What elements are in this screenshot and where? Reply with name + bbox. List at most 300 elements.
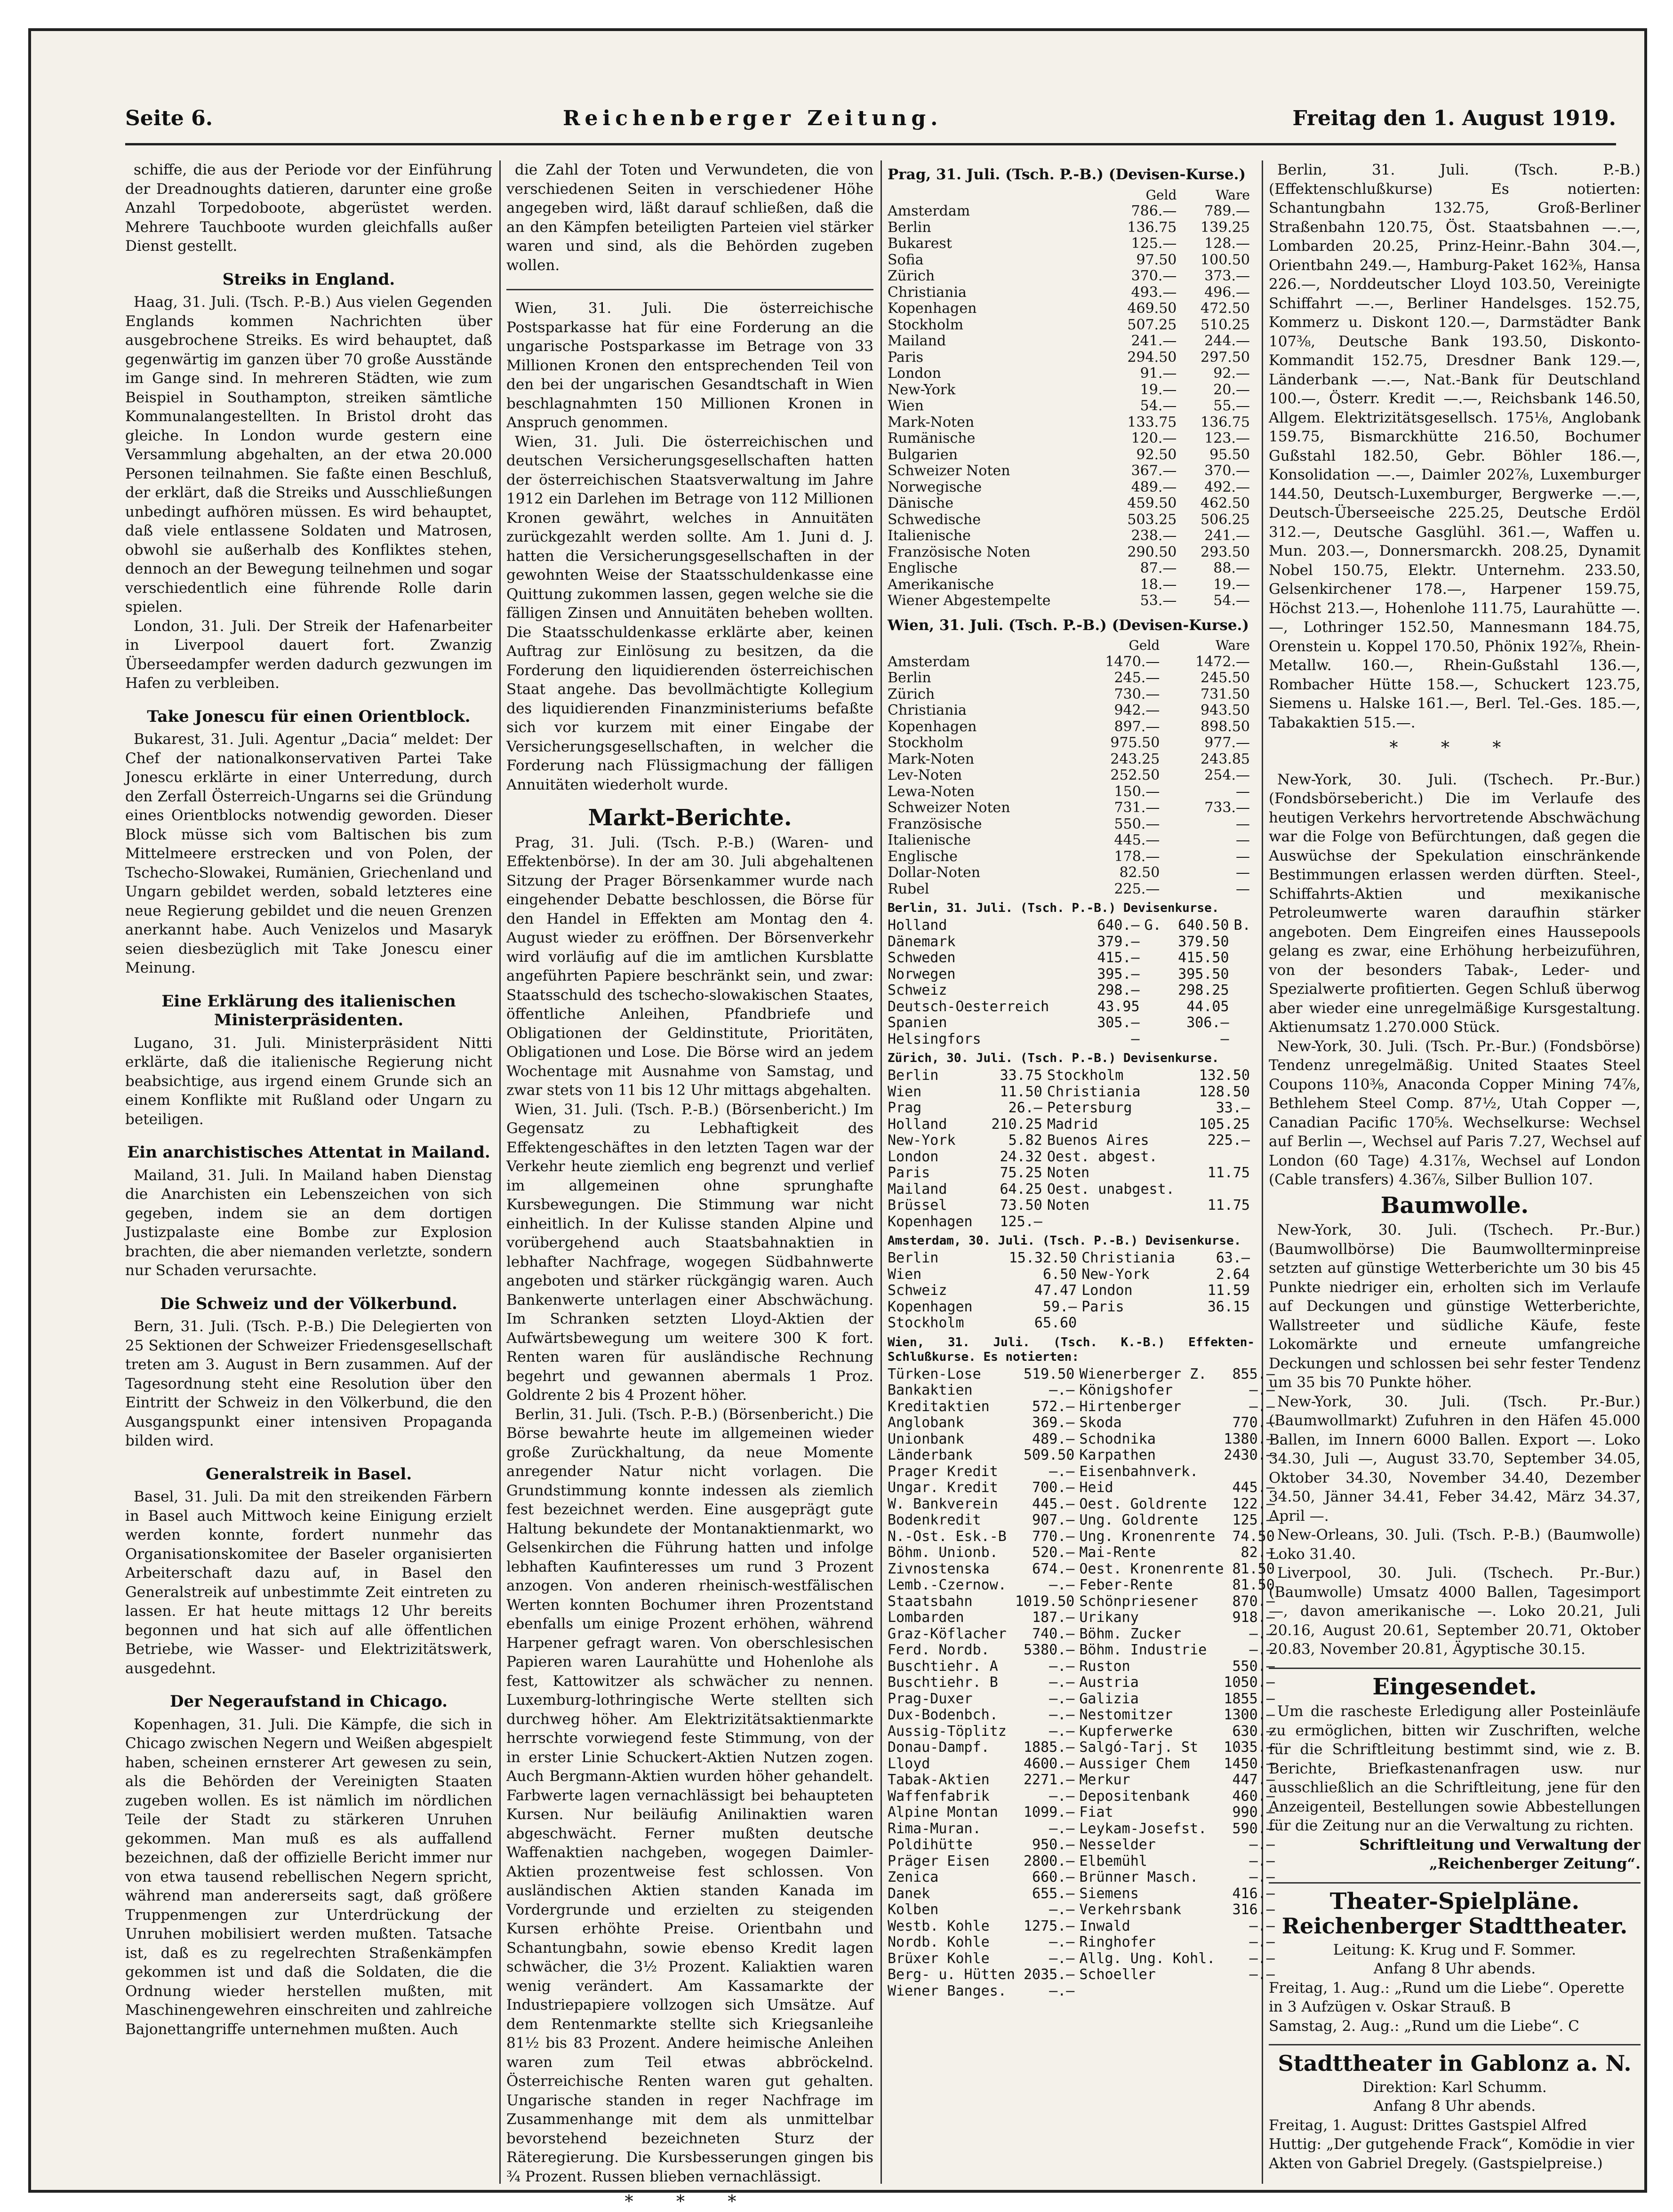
table-row xyxy=(888,1561,1280,1578)
table-cell-label: Bulgarien xyxy=(888,446,958,463)
table-row xyxy=(888,1577,1280,1594)
table-cell-value: 125.— xyxy=(1232,1512,1275,1528)
issue-date: Freitag den 1. August 1919. xyxy=(1292,106,1616,130)
table-cell-value: — xyxy=(1236,815,1250,832)
table-cell-label: Länderbank xyxy=(888,1447,973,1463)
table-row xyxy=(888,1642,1280,1659)
table-cell-value: 977.— xyxy=(1204,735,1250,751)
table-cell-value: 1885.— xyxy=(1024,1739,1075,1756)
table-cell-value: 54.— xyxy=(1213,592,1250,609)
table-row xyxy=(888,1659,1280,1675)
table-cell-value: —.— xyxy=(1049,1820,1075,1837)
table-row xyxy=(888,1626,1280,1643)
article-paragraph: Wien, 31. Juli. Die österreichische Postsparkasse hat für eine Forderung an die ungarische Postsparkasse im Betrage von 33 Millionen Kronen den entsprechenden Teil von den bei der ungarischen Gesandtschaft in Wien beschlagnahmten 150 Millionen Kronen in Anspruch genommen. xyxy=(506,300,873,431)
eingesendet-signature: Schriftleitung und Verwaltung der „Reichenberger Zeitung“. xyxy=(1359,1836,1641,1872)
table-cell-value: —.— xyxy=(1249,1853,1275,1869)
table-cell-value: 373.— xyxy=(1204,268,1250,284)
table-cell-value: 11.75 xyxy=(1207,1165,1250,1181)
table-cell-value: 63.— xyxy=(1216,1250,1250,1266)
table-cell-label: Lombarden xyxy=(888,1609,964,1626)
section-rule xyxy=(1269,2044,1641,2045)
table-cell-value: 1035.— xyxy=(1224,1739,1275,1756)
table-cell-value: 907.— xyxy=(1032,1512,1075,1528)
table-row xyxy=(888,1382,1280,1399)
table-cell-value: 100.50 xyxy=(1201,251,1250,268)
table-row xyxy=(888,203,1255,220)
table-cell-value: 20.— xyxy=(1213,381,1250,398)
table-cell-label: Urikany xyxy=(1079,1609,1139,1626)
table-cell-label: Merkur xyxy=(1079,1772,1130,1788)
table-cell-label: London xyxy=(888,1148,939,1165)
article xyxy=(506,299,873,794)
table-cell-value: 245.— xyxy=(1114,670,1160,686)
article xyxy=(125,1143,492,1280)
table-cell-value: 244.— xyxy=(1204,333,1250,349)
table-row xyxy=(888,982,1255,999)
ny-fondsboerse-report: New-York, 30. Juli. (Tsch. Pr.-Bur.) (Fondsbörse) Tendenz unregelmäßig. United Staates Steel Coupons 110⅜, Anaconda Copper Mining 74⅞, Bethlehem Steel Comp. 87½, Utah Copper —, Canadian Pacific 170⅝. Wechselkurse: Wechsel auf Berlin —, Wechsel auf Paris 7.27, Wechsel auf London (60 Tage) 4.31⅞, Wechsel auf London (Cable transfers) 4.36⅞, Silber Bullion 107. xyxy=(1269,1038,1641,1188)
table-row xyxy=(888,1299,1255,1316)
table-row xyxy=(888,687,1255,703)
table-cell-label: Zürich xyxy=(888,268,935,284)
table-cell-value: 44.05 xyxy=(1186,998,1229,1015)
ny-fondsboerse-report: New-York, 30. Juli. (Tschech. Pr.-Bur.) (Fondsbörsebericht.) Die im Verlaufe des heutigen Verkehrs hervortretende Abschwächung war die Folge von Befürchtungen, daß gegen die Auswüchse der Spekulation einschränkende Bestimmungen erlassen werden dürften. Steel-, Schiffahrts-Aktien und mexikanische Petroleumwerte waren daraufhin stärker angeboten. Dem Eingreifen eines Haussepools gelang es zwar, eine Erhöhung herbeizuführen, von der besonders Tabak-, Leder- und Spezialwerte profitierten. Gegen Schluß überwog aber wieder eine unregelmäßige Kursgestaltung. Aktienumsatz 1.270.000 Stück. xyxy=(1269,771,1641,1036)
table-row xyxy=(888,1529,1280,1545)
table-cell-value: 24.32 xyxy=(1000,1148,1042,1165)
table-cell-value: 1472.— xyxy=(1195,653,1250,670)
table-row xyxy=(888,1149,1255,1166)
table-cell-value: 81.50 xyxy=(1232,1560,1275,1577)
table-row xyxy=(888,398,1255,415)
table-cell-value: —.— xyxy=(1049,1723,1075,1740)
table-row xyxy=(888,719,1255,735)
table-cell-value: 369.— xyxy=(1032,1414,1075,1431)
table-row xyxy=(888,544,1255,561)
table-row xyxy=(888,703,1255,719)
table-cell-label xyxy=(1047,1214,1192,1230)
table-cell-label xyxy=(1079,1983,1224,2000)
table-row xyxy=(888,865,1255,881)
newspaper-page xyxy=(28,28,1647,2212)
table-cell-value: 674.— xyxy=(1032,1560,1075,1577)
table-row xyxy=(888,1133,1255,1149)
article xyxy=(506,160,873,275)
table-cell-value: 33.75 xyxy=(1000,1067,1042,1084)
table-cell-label: Italienische xyxy=(888,527,971,544)
table-cell-label: New-York xyxy=(888,381,956,398)
table-cell-value: —.— xyxy=(1249,1934,1275,1950)
article-paragraph: Lugano, 31. Juli. Ministerpräsident Nitti erklärte, daß die italienische Regierung nicht beabsichtige, aus irgend einem Grunde sich an einem Konflikte mit Rußland oder Ungarn zu beteiligen. xyxy=(125,1034,492,1128)
table-cell-value: 238.— xyxy=(1131,527,1177,544)
table-row xyxy=(888,1283,1255,1299)
table-cell-value: 740.— xyxy=(1032,1625,1075,1642)
table-row xyxy=(888,1315,1255,1332)
table-row xyxy=(888,950,1255,966)
table-cell-value: 918.— xyxy=(1232,1609,1275,1626)
wien-effekten-title: Wien, 31. Juli. (Tsch. K.-B.) Effekten-Schlußkurse. Es notierten: xyxy=(888,1335,1255,1364)
table-cell-value: 395.50 xyxy=(1178,966,1229,982)
table-cell-value: 590.— xyxy=(1232,1820,1275,1837)
table-cell-label xyxy=(1234,950,1255,966)
table-cell-label: Donau-Dampf. xyxy=(888,1739,990,1756)
table-cell-label xyxy=(1234,966,1255,983)
table-cell-value: 74.50 xyxy=(1232,1528,1275,1545)
table-cell-label: Böhm. Unionb. xyxy=(888,1544,998,1561)
eingesendet-title: Eingesendet. xyxy=(1372,1673,1537,1700)
table-row xyxy=(888,966,1255,983)
table-cell-value: 252.50 xyxy=(1110,767,1160,783)
table-cell-label: Kopenhagen xyxy=(888,718,977,735)
table-cell-value: —.— xyxy=(1049,1658,1075,1675)
table-cell-label: Paris xyxy=(888,349,924,366)
table-cell-value: 1855.— xyxy=(1224,1690,1275,1707)
table-row xyxy=(888,1691,1280,1708)
article-paragraph: Mailand, 31. Juli. In Mailand haben Dienstag die Anarchisten ein Lebenszeichen von sich gegeben, indem sie an dem dortigen Justizpalaste eine Bombe zur Explosion brachten, die aber niemanden verletzte, sondern nur Schaden verursachte. xyxy=(125,1166,492,1279)
col-head-geld: Geld xyxy=(1145,187,1177,203)
table-cell-label xyxy=(1145,1031,1165,1048)
table-cell-label: Prag xyxy=(888,1100,922,1116)
table-cell-label: London xyxy=(888,365,941,382)
table-cell-value: 19.— xyxy=(1213,576,1250,593)
table-cell-label: Wiener Banges. xyxy=(888,1982,1007,1999)
table-cell-label: Nestomitzer xyxy=(1079,1707,1173,1723)
table-cell-label: Mark-Noten xyxy=(888,414,975,431)
table-cell-value: 132.50 xyxy=(1199,1067,1250,1084)
table-row xyxy=(888,1182,1255,1198)
table-cell-label: Rumänische xyxy=(888,430,976,447)
table-cell-value: 770.— xyxy=(1032,1528,1075,1545)
table-cell-label: Graz-Köflacher xyxy=(888,1625,1007,1642)
amsterdam-devisen-title: Amsterdam, 30. Juli. (Tsch. P.-B.) Devisenkurse. xyxy=(888,1234,1241,1248)
table-cell-label: Christiania xyxy=(888,702,967,719)
table-cell-label: Christiania xyxy=(888,284,967,301)
table-cell-label xyxy=(1145,999,1165,1015)
table-cell-value: 316.— xyxy=(1232,1901,1275,1918)
article-paragraph: Wien, 31. Juli. Die österreichischen und deutschen Versicherungsgesellschaften hatten der österreichischen Staatsverwaltung im Jahre 1912 ein Darlehen im Betrage von 112 Millionen Kronen gewährt, welches in Annuitäten zurückgezahlt werden sollte. Am 1. Juni d. J. hatten die Versicherungsgesellschaften in der gewohnten Weise der Staatsschuldenkasse eine Quittung zukommen lassen, gegen welche sie die fälligen Zinsen und Annuitäten beheben wollten. Die Staatsschuldenkasse erklärte aber, keinen Auftrag zur Einlösung zu besitzen, da die Forderung den liquidierenden österreichischen Staat angehe. Das bevollmächtigte Kollegium des liquidierenden Finanzministeriums befaßte sich vor kurzem mit einer Eingabe der Versicherungsgesellschaften, in welcher die Forderung nach Flüssigmachung der fälligen Annuitäten wiederholt wurde. xyxy=(506,433,873,793)
table-cell-value: 187.— xyxy=(1032,1609,1075,1626)
section-stars: * * * xyxy=(624,2192,755,2212)
table-cell-label: Ung. Goldrente xyxy=(1079,1512,1199,1528)
table-cell-label: Oest. Kronenrente xyxy=(1079,1560,1224,1577)
column-4 xyxy=(1269,160,1641,2184)
table-cell-value: 1380.— xyxy=(1224,1430,1275,1447)
table-cell-value: 462.50 xyxy=(1201,495,1250,511)
table-row xyxy=(888,528,1255,544)
article xyxy=(125,1465,492,1678)
table-cell-label: New-York xyxy=(1081,1266,1150,1283)
table-cell-label: N.-Ost. Esk.-B xyxy=(888,1528,1007,1545)
table-cell-value: 254.— xyxy=(1204,767,1250,783)
table-cell-value: 731.50 xyxy=(1201,686,1250,703)
table-row xyxy=(888,1399,1280,1415)
table-row xyxy=(888,431,1255,447)
table-cell-value: 950.— xyxy=(1032,1837,1075,1853)
table-cell-label: Brüxer Kohle xyxy=(888,1950,990,1967)
table-cell-value: 990.— xyxy=(1232,1804,1275,1821)
table-row xyxy=(888,1918,1280,1935)
table-row xyxy=(888,366,1255,382)
table-cell-label: Depositenbank xyxy=(1079,1788,1190,1805)
table-row xyxy=(888,670,1255,687)
table-cell-label: Amerikanische xyxy=(888,576,994,593)
article-headline: Die Schweiz und der Völkerbund. xyxy=(160,1294,457,1313)
article-headline: Streiks in England. xyxy=(222,270,395,289)
table-cell-value: —.— xyxy=(1049,1934,1075,1950)
table-row xyxy=(888,934,1255,950)
table-cell-label: Karpathen xyxy=(1079,1447,1156,1463)
table-cell-value: 550.— xyxy=(1114,815,1160,832)
table-cell-label: Ruston xyxy=(1079,1658,1130,1675)
article-paragraph: schiffe, die aus der Periode vor der Einführung der Dreadnoughts datieren, darunter eine große Anzahl Torpedoboote, abgerüstet werden. Mehrere Tauchboote wurden gleichfalls außer Dienst gestellt. xyxy=(125,161,492,255)
table-cell-value: 53.— xyxy=(1140,592,1177,609)
berlin-effekten-report: Berlin, 31. Juli. (Tsch. P.-B.) (Effektenschlußkurse) Es notierten: Schantungbahn 132.75, Groß-Berliner Straßenbahn 120.75, Öst. Staatsbahnen —.—, Lombarden 20.25, Prinz-Heinr.-Bahn 304.—, Orientbahn 249.—, Hamburg-Paket 162⅜, Hansa 226.—, Norddeutscher Lloyd 103.50, Vereinigte Schiffahrt —.—, Berliner Handelsges. 152.75, Kommerz u. Diskont 120.—, Darmstädter Bank 107⅜, Deutsche Bank 193.50, Diskonto-Kommandit 152.75, Dresdner Bank 129.—, Länderbank —.—, Nat.-Bank für Deutschland 100.—, Österr. Kredit —.—, Reichsbank 146.50, Allgem. Elektrizitätsgesellsch. 175⅛, Anglobank 159.75, Bismarckhütte 216.50, Bochumer Gußstahl 182.50, Gebr. Böhler 186.—, Konsolidation —.—, Daimler 202⅞, Luxemburger 144.50, Deutsch-Luxemburger, Bergwerke —.—, Deutsch-Überseeische 225.25, Deutsche Erdöl 312.—, Deutsche Gasglühl. 361.—, Waffen u. Mun. 203.—, Donnersmarckh. 208.25, Dynamit Nobel 150.75, Elektr. Unternehm. 233.50, Gelsenkirchener 178.—, Harpener 159.75, Höchst 213.—, Hohenlohe 111.75, Laurahütte —.—, Lothringer 152.50, Mannesmann 184.75, Orenstein u. Koppel 170.50, Phönix 192⅞, Rhein-Metallw. 160.—, Rhein-Gußstahl 136.—, Rombacher Hütte 158.—, Schuckert 123.75, Siemens u. Halske 161.—, Berl. Tel.-Ges. 185.—, Tabakaktien 515.—. xyxy=(1269,161,1641,731)
table-cell-label: Bukarest xyxy=(888,235,952,252)
table-cell-value: 245.50 xyxy=(1201,670,1250,686)
table-cell-value: —.— xyxy=(1049,1382,1075,1398)
table-row xyxy=(888,751,1255,768)
table-cell-value: 640.50 xyxy=(1178,917,1229,934)
table-row xyxy=(888,1951,1280,1967)
table-cell-label: Schwedische xyxy=(888,511,981,528)
table-cell-label: Ringhofer xyxy=(1079,1934,1156,1950)
table-cell-value: 55.— xyxy=(1213,398,1250,414)
table-cell-label: Poldihütte xyxy=(888,1837,973,1853)
table-cell-value: 2.64 xyxy=(1216,1266,1250,1283)
table-cell-label xyxy=(1145,1015,1165,1031)
table-row xyxy=(888,512,1255,528)
table-cell-value: 370.— xyxy=(1204,463,1250,479)
table-cell-value: —.— xyxy=(1049,1950,1075,1967)
table-cell-value: 4600.— xyxy=(1024,1755,1075,1772)
theater-1-line: Anfang 8 Uhr abends. xyxy=(1373,1960,1536,1977)
table-cell-label: Bankaktien xyxy=(888,1382,973,1398)
table-cell-value: 128.50 xyxy=(1199,1083,1250,1100)
theater-title: Theater-Spielpläne. xyxy=(1329,1888,1580,1915)
table-cell-label: Zivnostenska xyxy=(888,1560,990,1577)
column-divider xyxy=(881,160,882,2184)
table-cell-label: Schweden xyxy=(888,950,956,966)
table-cell-label xyxy=(1081,1315,1196,1332)
amsterdam-devisen-table xyxy=(888,1250,1255,1332)
table-cell-label: Nesselder xyxy=(1079,1837,1156,1853)
table-row xyxy=(888,1902,1280,1918)
table-row xyxy=(888,1837,1280,1853)
table-cell-value: 415.— xyxy=(1097,950,1140,966)
table-cell-value: 64.25 xyxy=(1000,1181,1042,1198)
table-cell-label: Feber-Rente xyxy=(1079,1577,1173,1593)
table-row xyxy=(888,1267,1255,1283)
table-cell-value: 125.— xyxy=(1000,1213,1042,1230)
table-cell-value: 975.50 xyxy=(1110,735,1160,751)
prag-devisen-table xyxy=(888,187,1255,609)
table-cell-value: 520.— xyxy=(1032,1544,1075,1561)
table-cell-label: Schönpriesener xyxy=(1079,1593,1199,1610)
table-cell-value: 54.— xyxy=(1140,398,1177,414)
theater-1-line: Samstag, 2. Aug.: „Rund um die Liebe“. C xyxy=(1269,2017,1579,2035)
table-cell-label: Dänemark xyxy=(888,933,956,950)
table-cell-label: Madrid xyxy=(1047,1116,1098,1133)
table-cell-value: 770.— xyxy=(1232,1414,1275,1431)
table-cell-label: Deutsch-Oesterreich xyxy=(888,998,1049,1015)
table-cell-label: Paris xyxy=(888,1165,930,1181)
table-cell-value: 789.— xyxy=(1204,203,1250,219)
table-row xyxy=(888,333,1255,350)
table-cell-value: 2430.— xyxy=(1224,1447,1275,1463)
article xyxy=(125,992,492,1129)
table-cell-value: 445.— xyxy=(1114,832,1160,848)
table-cell-value: —.— xyxy=(1049,1577,1075,1593)
table-row xyxy=(888,1415,1280,1431)
table-cell-label: Sofia xyxy=(888,251,924,268)
table-cell-label: Mailand xyxy=(888,1181,947,1198)
table-cell-value: 1275.— xyxy=(1024,1917,1075,1934)
berlin-devisen-table xyxy=(888,918,1255,1047)
table-cell-value: 630.— xyxy=(1232,1723,1275,1740)
table-cell-value: 105.25 xyxy=(1199,1116,1250,1133)
cotton-report: New-York, 30. Juli. (Tsch. Pr.-Bur.) (Baumwollmarkt) Zufuhren in den Häfen 45.000 Ballen, im Innern 6000 Ballen. Export —. Loko 34.30, Juli —, August 33.70, September 34.05, Oktober 34.30, November 34.40, Dezember 34.50, Jänner 34.41, Feber 34.42, März 34.37, April —. xyxy=(1269,1393,1641,1525)
eingesendet-notice: Um die rascheste Erledigung aller Posteinläufe zu ermöglichen, bitten wir Zuschriften, welche für die Schriftleitung bestimmt sind, wie z. B. Berichte, Briefkastenanfragen usw. nur ausschließlich an die Schriftleitung, jene für den Anzeigenteil, Bestellungen sowie Abbestellungen für die Zeitung nur an die Verwaltung zu richten. xyxy=(1269,1703,1641,1834)
table-cell-label: Ungar. Kredit xyxy=(888,1479,998,1496)
cotton-report: New-Orleans, 30. Juli. (Tsch. P.-B.) (Baumwolle) Loko 31.40. xyxy=(1269,1526,1641,1563)
table-cell-value: 73.50 xyxy=(1000,1197,1042,1214)
table-cell-label xyxy=(1234,934,1255,950)
table-cell-value: 19.— xyxy=(1140,381,1177,398)
table-cell-value: 489.— xyxy=(1032,1430,1075,1447)
table-cell-value: —.— xyxy=(1049,1690,1075,1707)
table-cell-value: 225.— xyxy=(1114,880,1160,897)
page-header xyxy=(125,97,1616,139)
table-cell-value: 294.50 xyxy=(1127,349,1177,366)
section-rule xyxy=(1269,1668,1641,1669)
table-cell-value: 75.25 xyxy=(1000,1165,1042,1181)
table-cell-value: 241.— xyxy=(1204,527,1250,544)
table-cell-value: — xyxy=(1236,848,1250,865)
table-cell-label: Prager Kredit xyxy=(888,1463,998,1480)
table-cell-value: 150.— xyxy=(1114,783,1160,800)
table-cell-label: Kopenhagen xyxy=(888,300,977,317)
table-cell-label: Kolben xyxy=(888,1901,939,1918)
table-cell-label: Eisenbahnverk. xyxy=(1079,1463,1199,1480)
table-row xyxy=(888,252,1255,269)
table-row xyxy=(888,849,1255,865)
table-row xyxy=(888,447,1255,463)
table-cell-label: Austria xyxy=(1079,1674,1139,1691)
table-cell-label: Heid xyxy=(1079,1479,1113,1496)
table-cell-value: 855.— xyxy=(1232,1366,1275,1382)
table-cell-label: Schweiz xyxy=(888,1282,947,1299)
table-cell-value: 297.50 xyxy=(1201,349,1250,366)
table-row xyxy=(888,1431,1280,1448)
table-cell-value: 640.— xyxy=(1097,917,1140,934)
table-cell-label: Skoda xyxy=(1079,1414,1122,1431)
article-paragraph: Basel, 31. Juli. Da mit den streikenden Färbern in Basel auch Mittwoch keine Einigung erzielt werden konnte, fordert nunmehr das Organisationskomitee der Baseler organisierten Arbeiterschaft dazu auf, in Basel den Generalstreik auf unbestimmte Zeit eintreten zu lassen. Er hat heute mittags 12 Uhr bereits begonnen und hat sich auf alle öffentlichen Betriebe, wie Wasser- und Elektrizitätswerk, ausgedehnt. xyxy=(125,1488,492,1677)
table-cell-value: 95.50 xyxy=(1209,446,1250,463)
table-cell-label: Kopenhagen xyxy=(888,1298,973,1315)
article-paragraph: London, 31. Juli. Der Streik der Hafenarbeiter in Liverpool dauert fort. Zwanzig Überseedampfer werden dadurch gezwungen im Hafen zu verbleiben. xyxy=(125,617,492,692)
table-cell-label: Schoeller xyxy=(1079,1966,1156,1983)
table-cell-value: 122.— xyxy=(1232,1495,1275,1512)
table-cell-value: 293.50 xyxy=(1201,543,1250,560)
page-number: Seite 6. xyxy=(125,106,213,130)
table-cell-label: Dollar-Noten xyxy=(888,864,981,881)
table-cell-value: 1019.50 xyxy=(1015,1593,1075,1610)
table-cell-value: 11.75 xyxy=(1207,1197,1250,1214)
table-row xyxy=(888,479,1255,496)
table-cell-value: 572.— xyxy=(1032,1398,1075,1415)
table-cell-value: 139.25 xyxy=(1201,219,1250,236)
table-cell-value: 2271.— xyxy=(1024,1772,1075,1788)
table-cell-value: 416.— xyxy=(1232,1885,1275,1902)
table-cell-label: Buenos Aires xyxy=(1047,1132,1149,1149)
table-cell-value: 445.— xyxy=(1032,1495,1075,1512)
table-cell-value: 472.50 xyxy=(1201,300,1250,317)
table-cell-value: 91.— xyxy=(1140,365,1177,382)
table-row xyxy=(888,463,1255,479)
table-cell-value: —.— xyxy=(1249,1917,1275,1934)
table-cell-value: 898.50 xyxy=(1201,718,1250,735)
table-cell-value: — xyxy=(1236,832,1250,848)
table-cell-label: Böhm. Industrie xyxy=(1079,1642,1207,1658)
table-cell-label: Alpine Montan xyxy=(888,1804,998,1821)
table-cell-label: Stockholm xyxy=(888,735,964,751)
table-cell-label: Inwald xyxy=(1079,1917,1130,1934)
table-cell-value: 5.82 xyxy=(1008,1132,1042,1149)
table-cell-value: —.— xyxy=(1049,1788,1075,1805)
table-cell-value: 5380.— xyxy=(1024,1642,1075,1658)
table-cell-value: 43.95 xyxy=(1097,998,1140,1015)
table-cell-value: 2800.— xyxy=(1024,1853,1075,1869)
table-cell-label: Lewa-Noten xyxy=(888,783,975,800)
table-cell-value: 1450.— xyxy=(1224,1755,1275,1772)
table-cell-value: —.— xyxy=(1249,1382,1275,1398)
table-cell-label: Kopenhagen xyxy=(888,1213,973,1230)
table-cell-value: 128.— xyxy=(1204,235,1250,252)
table-cell-label: Aussiger Chem xyxy=(1079,1755,1190,1772)
table-cell-label: Schodnika xyxy=(1079,1430,1156,1447)
table-cell-value: 65.60 xyxy=(1034,1315,1077,1331)
table-cell-label: Berlin xyxy=(888,1067,939,1084)
table-cell-label: London xyxy=(1081,1282,1133,1299)
table-cell-label: Dux-Bodenbch. xyxy=(888,1707,998,1723)
table-cell-value: 15.32.50 xyxy=(1009,1250,1077,1266)
table-cell-label: Salgó-Tarj. St xyxy=(1079,1739,1199,1756)
table-row xyxy=(888,1198,1255,1214)
table-row xyxy=(888,999,1255,1015)
section-rule xyxy=(1269,1882,1641,1884)
table-cell-value: 509.50 xyxy=(1024,1447,1075,1463)
table-row xyxy=(888,236,1255,252)
table-row xyxy=(888,1366,1280,1383)
table-cell-label: Petersburg xyxy=(1047,1100,1132,1116)
table-row xyxy=(888,1496,1280,1513)
table-cell-label: Noten xyxy=(1047,1197,1090,1214)
table-cell-value: 1470.— xyxy=(1105,653,1160,670)
table-cell-value xyxy=(1197,1315,1255,1332)
table-cell-value: 92.— xyxy=(1213,365,1250,382)
table-row xyxy=(888,735,1255,751)
table-cell-value: 447.— xyxy=(1232,1772,1275,1788)
table-cell-value: 125.— xyxy=(1131,235,1177,252)
table-cell-label: Rima-Muran. xyxy=(888,1820,981,1837)
table-cell-label: Französische xyxy=(888,815,982,832)
table-cell-value: 298.25 xyxy=(1178,982,1229,998)
article-headline: Generalstreik in Basel. xyxy=(205,1464,412,1484)
table-cell-label: Brüssel xyxy=(888,1197,947,1214)
article xyxy=(125,1692,492,2039)
article-paragraph: die Zahl der Toten und Verwundeten, die von verschiedenen Seiten in verschiedener Höhe angegeben wird, läßt darauf schließen, daß die an den Kämpfen beteiligten Parteien viel stärker waren und sind, als die Behörden zugeben wollen. xyxy=(506,161,873,274)
table-cell-label: Norwegen xyxy=(888,966,956,982)
table-cell-label: Oest. abgest. xyxy=(1047,1148,1158,1165)
table-cell-label: Berlin xyxy=(888,670,931,686)
